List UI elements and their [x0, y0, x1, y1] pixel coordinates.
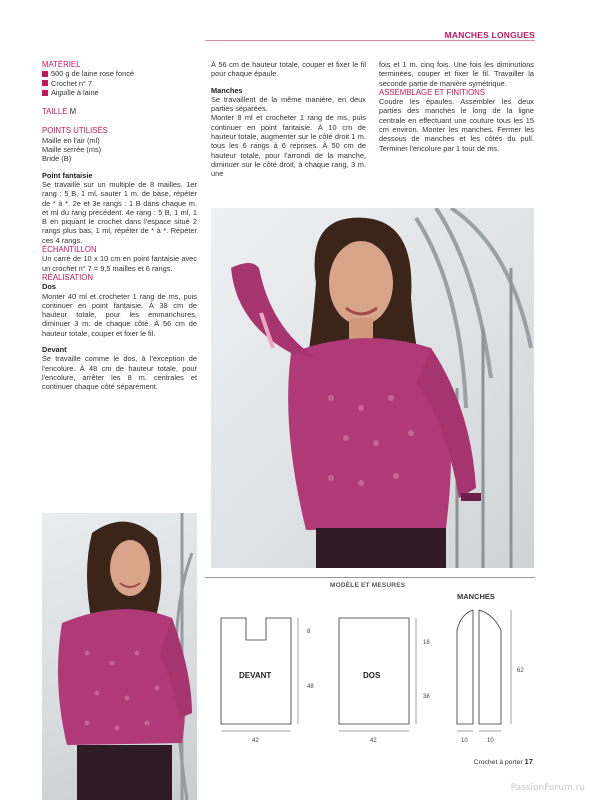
dos-text: Monter 40 ml et crocheter 1 rang de ms, puis continuer en point fantaisie. À 38 cm de hauteur totale, pour les emmanchures, diminuer 3 m. de chaque côté. À 56 cm de hauteur totale, couper et fixer le fil.: [42, 291, 197, 338]
assemblage-text: Coudre les épaules. Assembler les deux parties des manches le long de la ligne centrale en effectuant une couture tous les 15 cm environ. Monter les manches. Fermer les dessous de manches et les côtés du pull. Terminer l'encolure par 1 tour de ms.: [379, 97, 534, 153]
assemblage-heading: ASSEMBLAGE ET FINITIONS: [379, 87, 486, 97]
section-title: MANCHES LONGUES: [444, 30, 535, 40]
dos-label: DOS: [363, 671, 381, 680]
pattern-diagram: [211, 600, 534, 750]
bullet-icon: [42, 71, 48, 77]
magazine-name: Crochet à porter: [473, 759, 523, 766]
footer: [474, 757, 533, 766]
dos-side-measure: 38: [423, 694, 430, 700]
devant-width-measure: 42: [252, 738, 259, 744]
devant-text: Se travaille comme le dos, à l'exception de l'encolure. À 48 cm de hauteur totale, pour l'encolure, arrêter les 8 m. centrales et continuer chaque côté séparément.: [42, 354, 197, 392]
echantillon-text: Un carré de 10 x 10 cm en point fantaisie avec un crochet n° 7 = 9,5 mailles et 6 rangs.: [42, 254, 197, 273]
model-front-illustration: [211, 208, 534, 568]
echantillon-heading: ÉCHANTILLON: [42, 245, 97, 255]
diagram-rule: [205, 577, 535, 578]
point-line: Maille serrée (ms): [42, 145, 102, 155]
dos-width-measure: 42: [370, 738, 377, 744]
points-heading: POINTS UTILISÉS: [42, 126, 108, 136]
bullet-icon: [42, 80, 48, 86]
column-2: [211, 60, 366, 179]
devant-top-measure: 8: [307, 629, 311, 635]
manches-text-2: Monter 8 ml et crocheter 1 rang de ms, puis continuer en point fantaisie. À 10 cm de hauteur totale, augmenter sur le côté droit 1 m. tous les 6 rangs à 6 reprises. À 50 cm de hauteur totale, pour l'arrondi de la manche, diminuer sur le côté droit, à chaque rang, 3 m. une: [211, 113, 366, 179]
materiel-item: 500 g de laine rose foncé: [42, 69, 197, 78]
watermark: PassionForum.ru: [510, 783, 585, 793]
devant-label: DEVANT: [239, 671, 272, 680]
col3-text: fois et 1 m. cinq fois. Une fois les diminutions terminées, couper et fixer le fil. Travailler la seconde partie de manière symétrique.: [379, 60, 534, 88]
manche-height-measure: 62: [517, 668, 524, 674]
devant-heading: Devant: [42, 345, 67, 355]
devant-side-measure: 48: [307, 684, 314, 690]
column-1: [42, 60, 197, 392]
manches-heading: Manches: [211, 85, 243, 95]
dos-heading: Dos: [42, 282, 56, 292]
page-number: 17: [524, 757, 533, 766]
point-line: Maille en l'air (ml): [42, 135, 100, 145]
taille-value: M: [69, 107, 77, 117]
header-rule: [205, 40, 535, 41]
manches-text-1: Se travaillent de la même manière, en deux parties séparées.: [211, 94, 366, 114]
model-back-illustration: [42, 513, 197, 800]
materiel-item: Crochet n° 7: [42, 79, 197, 88]
manche-left-outline: [457, 610, 473, 724]
fantaisie-heading: Point fantaisie: [42, 170, 93, 180]
manche-right-outline: [479, 610, 501, 724]
materiel-item: Aiguille à laine: [42, 88, 197, 97]
back-photo: [42, 513, 197, 800]
dos-top-measure: 18: [423, 640, 430, 646]
point-line: Bride (B): [42, 154, 72, 164]
manche-width-1: 10: [461, 738, 468, 744]
fantaisie-text: Se travaille sur un multiple de 8 mailles. 1er rang : 5 B, 1 ml, sauter 1 m. de base, répéter de * à *. 2e et 3e rangs : 1 B dans chaque m. et ml du rang précédent. 4e rang : 5 B, 1 ml, 1 B en piquant le crochet dans l'espace situé 2 rangs plus bas, 1 ml, répéter de * à *. Répéter ces 4 rangs.: [42, 179, 197, 245]
diagram-title: MODÈLE ET MESURES: [330, 582, 406, 589]
materiel-heading: MATÉRIEL: [42, 60, 81, 69]
main-photo: [211, 208, 534, 568]
manche-width-2: 10: [487, 738, 494, 744]
bullet-icon: [42, 90, 48, 96]
realisation-heading: RÉALISATION: [42, 272, 93, 282]
intro-text: À 56 cm de hauteur totale, couper et fixer le fil pour chaque épaule.: [211, 60, 366, 79]
taille-heading: TAILLE M: [42, 107, 77, 117]
manches-diagram-label: MANCHES: [457, 592, 495, 601]
column-3: [379, 60, 534, 153]
